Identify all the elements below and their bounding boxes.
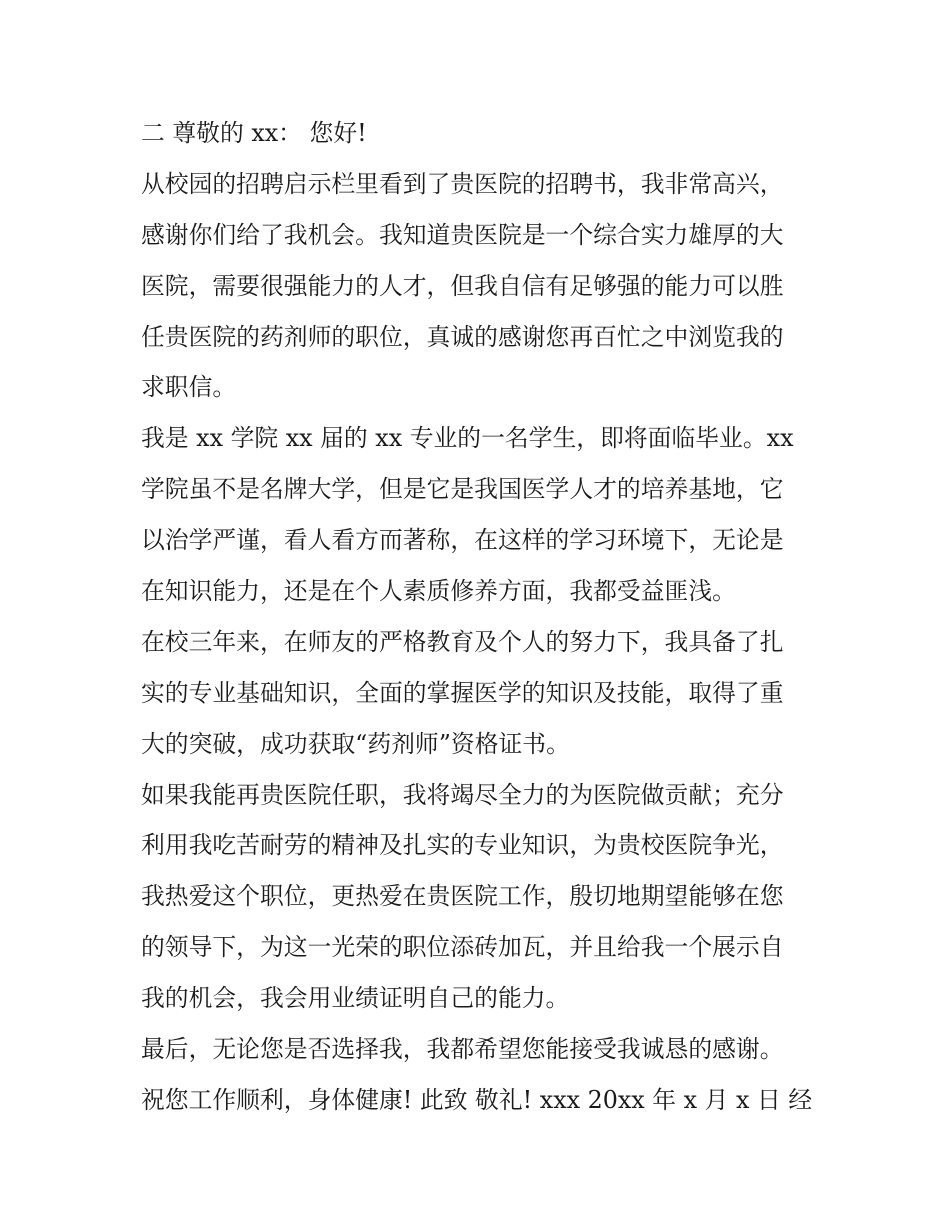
letter-closing: 祝您工作顺利，身体健康! 此致 敬礼! xxx 20xx 年 x 月 x 日 经 [141,1085,813,1114]
text-line: 求职信。 [141,373,237,402]
text-line: 大的突破，成功获取“药剂师”资格证书。 [141,729,570,758]
text-line: 如果我能再贵医院任职，我将竭尽全力的为医院做贡献；充分 [141,780,784,809]
text-line: 最后，无论您是否选择我，我都希望您能接受我诚恳的感谢。 [141,1035,784,1064]
text-line: 我的机会，我会用业绩证明自己的能力。 [141,984,570,1013]
letter-body [141,108,813,1126]
text-line: 任贵医院的药剂师的职位，真诚的感谢您再百忙之中浏览我的 [141,322,784,351]
text-line: 我是 xx 学院 xx 届的 xx 专业的一名学生，即将面临毕业。xx [141,424,794,453]
text-line: 从校园的招聘启示栏里看到了贵医院的招聘书，我非常高兴， [141,169,784,198]
text-line: 利用我吃苦耐劳的精神及扎实的专业知识，为贵校医院争光， [141,831,784,860]
text-line: 我热爱这个职位，更热爱在贵医院工作，殷切地期望能够在您 [141,882,784,911]
text-line: 在校三年来，在师友的严格教育及个人的努力下，我具备了扎 [141,627,784,656]
text-line: 实的专业基础知识，全面的掌握医学的知识及技能，取得了重 [141,678,784,707]
text-line: 学院虽不是名牌大学，但是它是我国医学人才的培养基地，它 [141,475,784,504]
letter-salutation: 二 尊敬的 xx： 您好! [141,119,367,147]
text-line: 以治学严谨，看人看方而著称，在这样的学习环境下，无论是 [141,526,784,555]
text-line: 在知识能力，还是在个人素质修养方面，我都受益匪浅。 [141,577,736,606]
text-line: 医院，需要很强能力的人才，但我自信有足够强的能力可以胜 [141,271,784,300]
text-line: 感谢你们给了我机会。我知道贵医院是一个综合实力雄厚的大 [141,220,784,249]
text-line: 的领导下，为这一光荣的职位添砖加瓦，并且给我一个展示自 [141,933,784,962]
